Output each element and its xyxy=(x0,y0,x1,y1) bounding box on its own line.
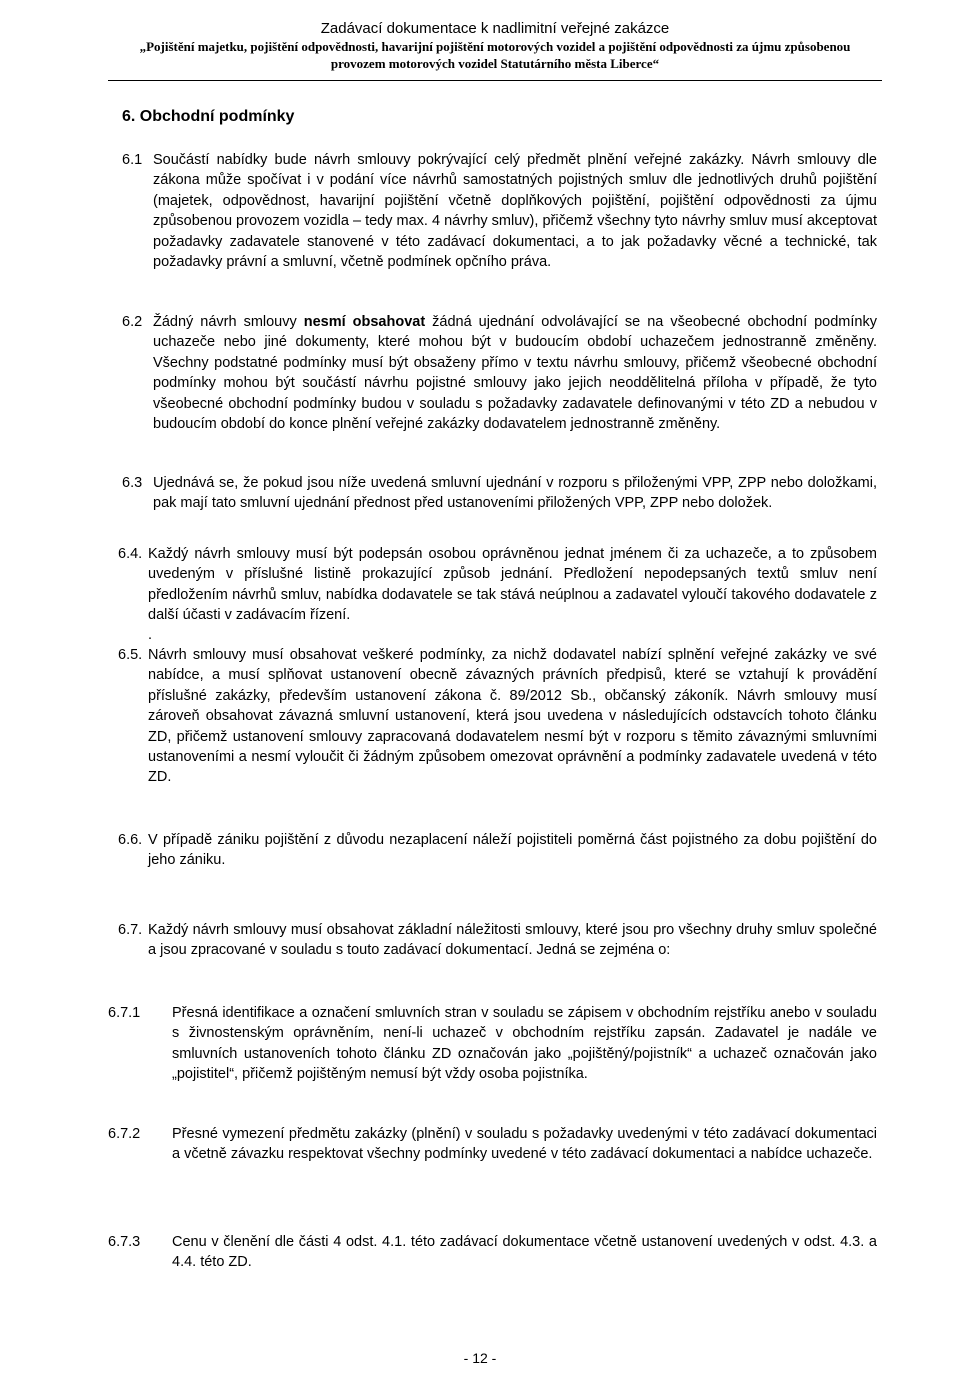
item-text: Součástí nabídky bude návrh smlouvy pokrývající celý předmět plnění veřejné zakázky. Návrh smlouvy dle zákona může spočívat i v podání více návrhů samostatných pojistných smluv dle jednotlivých druhů pojištění (majetek, odpovědnost, havarijní pojištění včetně doplňkových pojištění, pojištění odpovědnosti za újmu způsobenou provozem vozidla – tedy max. 4 návrhy smluv), přičemž všechny tyto návrhy smluv musí akceptovat požadavky zadavatele stanovené v této zadávací dokumentaci, a to jak požadavky věcné a technické, tak požadavky právní a smluvní, včetně podmínek opčního práva. xyxy=(153,152,877,271)
item-text-rest: žádná ujednání odvolávající se na všeobecné obchodní podmínky uchazeče nebo jiné dokumenty, které mohou být v budoucím období uchazečem jednostranně změněny. Všechny podstatné podmínky musí být obsaženy přímo v textu návrhu smlouvy, přičemž všeobecné obchodní podmínky mohou být součástí návrhu pojistné smlouvy jako jejich neoddělitelná příloha v případě, že tyto všeobecné obchodní podmínky budou v souladu s požadavky zadavatele definovanými v této ZD a nebudou v budoucím období do konce plnění veřejné zakázky dodavatelem jednostranně změněny. xyxy=(153,314,877,433)
subitem-text: Přesná identifikace a označení smluvních stran v souladu se zápisem v obchodním rejstříku anebo v souladu s živnostenským oprávněním, není-li uchazeč v obchodním rejstříku zapsán. Zadavatel je nadále ve smluvních ustanoveních tohoto článku ZD označován jako „pojištěný/pojistník“ a uchazeč označován jako „pojistitel“, přičemž pojištěným nemusí být vždy osoba pojistníka. xyxy=(172,1005,877,1083)
item-number: 6.1 xyxy=(122,152,143,168)
header-title: Zadávací dokumentace k nadlimitní veřejné zakázce xyxy=(320,20,670,37)
item-text: Ujednává se, že pokud jsou níže uvedená smluvní ujednání v rozporu s přiloženými VPP, ZPP nebo doložkami, pak mají tato smluvní ujednání přednost před ustanoveními přiložených VPP, ZPP nebo doložek. xyxy=(153,475,877,512)
section-heading: 6. Obchodní podmínky xyxy=(122,108,295,125)
page-number: - 12 - xyxy=(463,1350,497,1366)
subitem-number: 6.7.2 xyxy=(108,1126,141,1142)
item-number: 6.3 xyxy=(122,475,143,491)
item-text xyxy=(153,312,877,434)
header-subtitle-line2: provozem motorových vozidel Statutárního města Liberce“ xyxy=(330,56,660,71)
subitem-number: 6.7.3 xyxy=(108,1234,141,1250)
subitem-text: Cenu v členění dle části 4 odst. 4.1. této zadávací dokumentace včetně ustanovení uvedených v odst. 4.3. a 4.4. této ZD. xyxy=(172,1234,877,1271)
item-number: 6.7. xyxy=(118,922,143,938)
item-number: 6.5. xyxy=(118,647,143,663)
subitem-number: 6.7.1 xyxy=(108,1005,141,1021)
item-number: 6.2 xyxy=(122,314,143,330)
item-text: Každý návrh smlouvy musí být podepsán osobou oprávněnou jednat jménem či za uchazeče, a to způsobem uvedeným v příslušné listině prokazující způsob jednání. Předložení nepodepsaných textů smluv není předložením návrhů smluv, nabídka dodavatele se tak stává neúplnou a zadavatel vyloučí takového dodavatele z další účasti v zadávacím řízení. xyxy=(148,546,877,624)
item-text: Návrh smlouvy musí obsahovat veškeré podmínky, za nichž dodavatel nabízí splnění veřejné zakázky ve své nabídce, a musí splňovat ustanovení obecně závazných právních předpisů, které se vztahují k provádění příslušné zakázky, především ustanovení zákona č. 89/2012 Sb., občanský zákoník. Návrh smlouvy musí zároveň obsahovat závazná smluvní ustanovení, která jsou uvedena v následujících odstavcích tohoto článku ZD, přičemž ustanovení smlouvy zapracovaná dodavatelem nesmí být v rozporu s těmito závaznými smluvními ustanoveními a nesmí vyloučit či žádným způsobem omezovat oprávnění a podmínky zadavatele uvedená v této ZD. xyxy=(148,647,877,786)
item-text: Každý návrh smlouvy musí obsahovat základní náležitosti smlouvy, které jsou pro všechny druhy smluv společné a jsou zpracované v souladu s touto zadávací dokumentací. Jedná se zejména o: xyxy=(148,922,877,959)
header-divider xyxy=(108,80,882,81)
header-subtitle-line1: „Pojištění majetku, pojištění odpovědnosti, havarijní pojištění motorových vozidel a pojištění odpovědnosti za újmu způsobenou xyxy=(139,39,851,54)
item-number: 6.4. xyxy=(118,546,143,562)
item-text: V případě zániku pojištění z důvodu nezaplacení náleží pojistiteli poměrná část pojistného za dobu pojištění do jeho zániku. xyxy=(148,832,877,869)
item-text-start: Žádný návrh smlouvy xyxy=(153,314,304,330)
stray-dot: . xyxy=(148,627,153,643)
item-number: 6.6. xyxy=(118,832,143,848)
page-header xyxy=(108,20,882,72)
subitem-text: Přesné vymezení předmětu zakázky (plnění) v souladu s požadavky uvedenými v této zadávací dokumentaci a včetně závazku respektovat všechny podmínky uvedené v této zadávací dokumentaci a nabídce uchazeče. xyxy=(172,1126,877,1163)
emphasis-text: nesmí obsahovat xyxy=(303,314,426,330)
